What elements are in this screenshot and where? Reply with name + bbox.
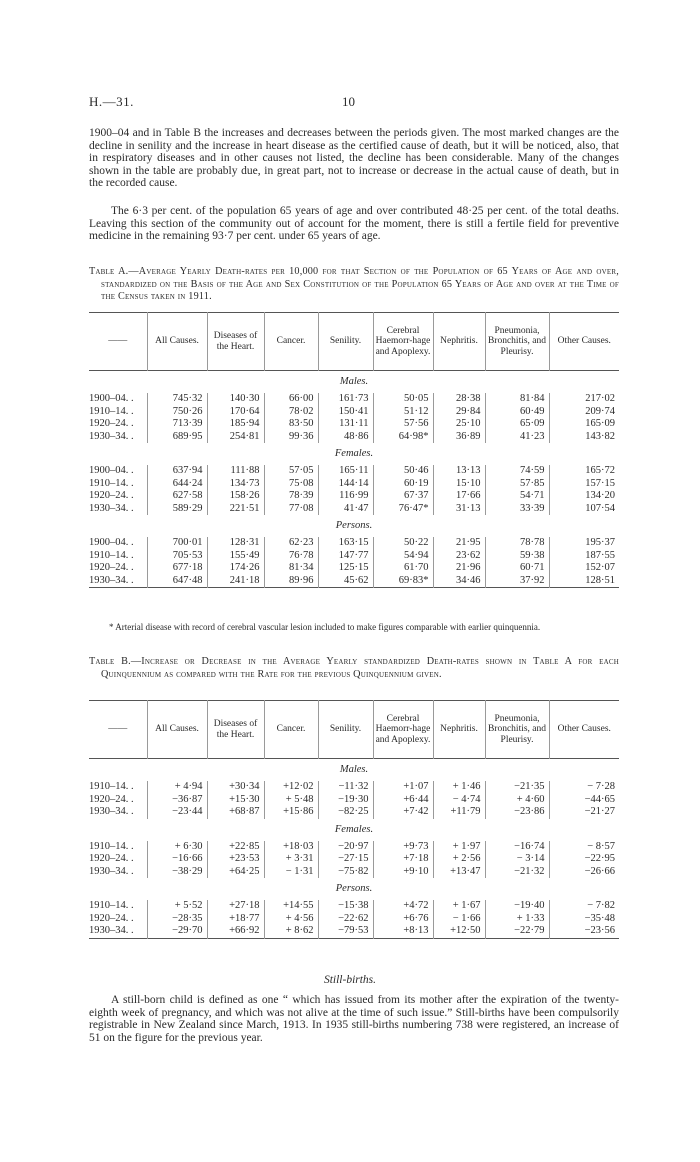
rate-cell: 60·49 [485, 406, 549, 419]
column-header: Pneumonia, Bronchitis, and Pleurisy. [485, 701, 549, 759]
rate-cell: + 8·62 [264, 925, 318, 938]
rate-cell: 51·12 [373, 406, 433, 419]
rate-cell: 25·10 [433, 418, 485, 431]
rate-cell: − 7·82 [549, 900, 619, 913]
rate-cell: +12·02 [264, 781, 318, 794]
rate-cell: 221·51 [207, 503, 264, 516]
column-header: Cerebral Haemorr-hage and Apoplexy. [373, 313, 433, 371]
rate-cell: 713·39 [147, 418, 207, 431]
rate-cell: 161·73 [318, 393, 373, 406]
rate-cell: +30·34 [207, 781, 264, 794]
still-births-heading: Still-births. [323, 974, 377, 986]
period-label: 1920–24. . [89, 562, 134, 573]
rate-cell: −79·53 [318, 925, 373, 938]
rate-cell: −21·27 [549, 806, 619, 819]
rate-cell: 62·23 [264, 537, 318, 550]
column-header: Cancer. [264, 701, 318, 759]
table-row [89, 853, 619, 866]
rate-cell: + 1·67 [433, 900, 485, 913]
rate-cell: +8·13 [373, 925, 433, 938]
rate-cell: −19·40 [485, 900, 549, 913]
table-row [89, 794, 619, 807]
rate-cell: −20·97 [318, 841, 373, 854]
rate-cell: +15·30 [207, 794, 264, 807]
rate-cell: 165·11 [318, 465, 373, 478]
column-header: Pneumonia, Bronchitis, and Pleurisy. [485, 313, 549, 371]
rate-cell: + 5·48 [264, 794, 318, 807]
column-header: —— [108, 724, 128, 735]
rate-cell: 50·46 [373, 465, 433, 478]
rate-cell: 647·48 [147, 575, 207, 588]
rate-cell: 209·74 [549, 406, 619, 419]
rate-cell: 217·02 [549, 393, 619, 406]
intro-paragraph-1: 1900–04 and in Table B the increases and decreases between the periods given. The most marked changes are the decline in senility and the increase in heart disease as the certified cause of death, but it will be noticed, also, that in respiratory diseases and in other causes not listed, the decline has been considerable. Many of the changes shown in the table are probably due, in great part, not to increase or decrease in the actual cause of death, but in the recorded cause. [89, 127, 619, 190]
rate-cell: 134·73 [207, 478, 264, 491]
rate-cell: 61·70 [373, 562, 433, 575]
rate-cell: 75·08 [264, 478, 318, 491]
rate-cell: − 1·66 [433, 913, 485, 926]
rate-cell: + 4·94 [147, 781, 207, 794]
rate-cell: −22·62 [318, 913, 373, 926]
period-label: 1910–14. . [89, 477, 134, 489]
rate-cell: 637·94 [147, 465, 207, 478]
table-row [89, 575, 619, 588]
rate-cell: −22·95 [549, 853, 619, 866]
section-row [89, 371, 619, 394]
rate-cell: 60·71 [485, 562, 549, 575]
section-row [89, 515, 619, 537]
column-header: Other Causes. [549, 313, 619, 371]
period-label: 1930–34. . [89, 925, 134, 936]
rate-cell: +9·73 [373, 841, 433, 854]
rate-cell: +12·50 [433, 925, 485, 938]
rate-cell: 45·62 [318, 575, 373, 588]
rate-cell: 134·20 [549, 490, 619, 503]
rate-cell: 165·09 [549, 418, 619, 431]
rate-cell: +6·44 [373, 794, 433, 807]
rate-cell: 144·14 [318, 478, 373, 491]
rate-cell: +15·86 [264, 806, 318, 819]
table-row [89, 393, 619, 406]
rate-cell: 750·26 [147, 406, 207, 419]
rate-cell: +11·79 [433, 806, 485, 819]
rate-cell: −21·32 [485, 866, 549, 879]
section-row [89, 878, 619, 900]
rate-cell: 174·26 [207, 562, 264, 575]
section-title: Males. [339, 376, 369, 387]
rate-cell: 37·92 [485, 575, 549, 588]
rate-cell: −29·70 [147, 925, 207, 938]
period-label: 1920–24. . [89, 912, 134, 924]
column-header: All Causes. [147, 701, 207, 759]
period-label: 1900–04. . [89, 537, 134, 548]
period-label: 1910–14. . [89, 405, 134, 417]
column-header: Senility. [318, 313, 373, 371]
section-title: Females. [334, 448, 374, 459]
table-row [89, 562, 619, 575]
rate-cell: 745·32 [147, 393, 207, 406]
rate-cell: 140·30 [207, 393, 264, 406]
rate-cell: 589·29 [147, 503, 207, 516]
rate-cell: 76·47* [373, 503, 433, 516]
rate-cell: 78·39 [264, 490, 318, 503]
rate-cell: 705·53 [147, 550, 207, 563]
rate-cell: 155·49 [207, 550, 264, 563]
period-label: 1930–34. . [89, 430, 134, 442]
rate-cell: 17·66 [433, 490, 485, 503]
rate-cell: −23·86 [485, 806, 549, 819]
rate-cell: 13·13 [433, 465, 485, 478]
rate-cell: +6·76 [373, 913, 433, 926]
period-label: 1900–04. . [89, 393, 134, 404]
rate-cell: 187·55 [549, 550, 619, 563]
rate-cell: −21·35 [485, 781, 549, 794]
section-title: Females. [334, 823, 374, 835]
table-row [89, 537, 619, 550]
rate-cell: − 1·31 [264, 866, 318, 879]
column-header: Cancer. [264, 313, 318, 371]
rate-cell: + 4·60 [485, 794, 549, 807]
rate-cell: 81·34 [264, 562, 318, 575]
rate-cell: + 1·97 [433, 841, 485, 854]
column-header: Senility. [318, 701, 373, 759]
rate-cell: −23·44 [147, 806, 207, 819]
rate-cell: 66·00 [264, 393, 318, 406]
table-a-caption [89, 266, 619, 304]
rate-cell: +9·10 [373, 866, 433, 879]
rate-cell: 99·36 [264, 431, 318, 444]
rate-cell: 157·15 [549, 478, 619, 491]
rate-cell: 116·99 [318, 490, 373, 503]
rate-cell: 41·47 [318, 503, 373, 516]
period-label: 1910–14. . [89, 900, 134, 911]
rate-cell: 57·05 [264, 465, 318, 478]
period-label: 1930–34. . [89, 502, 134, 514]
rate-cell: 147·77 [318, 550, 373, 563]
rate-cell: 36·89 [433, 431, 485, 444]
rate-cell: 50·05 [373, 393, 433, 406]
rate-cell: 57·56 [373, 418, 433, 431]
rate-cell: − 3·14 [485, 853, 549, 866]
column-header: All Causes. [147, 313, 207, 371]
rate-cell: 76·78 [264, 550, 318, 563]
rate-cell: +18·77 [207, 913, 264, 926]
section-row [89, 819, 619, 841]
rate-cell: 74·59 [485, 465, 549, 478]
period-label: 1930–34. . [89, 865, 134, 877]
rate-cell: 50·22 [373, 537, 433, 550]
rate-cell: −44·65 [549, 794, 619, 807]
rate-cell: + 3·31 [264, 853, 318, 866]
rate-cell: + 1·46 [433, 781, 485, 794]
rate-cell: 128·51 [549, 575, 619, 588]
rate-cell: +13·47 [433, 866, 485, 879]
section-row [89, 759, 619, 782]
rate-cell: + 2·56 [433, 853, 485, 866]
section-title: Persons. [335, 520, 373, 531]
rate-cell: +18·03 [264, 841, 318, 854]
section-row [89, 443, 619, 465]
section-title: Males. [339, 764, 369, 775]
table-row [89, 900, 619, 913]
rate-cell: 83·50 [264, 418, 318, 431]
rate-cell: −15·38 [318, 900, 373, 913]
rate-cell: 185·94 [207, 418, 264, 431]
rate-cell: −16·66 [147, 853, 207, 866]
rate-cell: + 1·33 [485, 913, 549, 926]
rate-cell: −82·25 [318, 806, 373, 819]
rate-cell: − 7·28 [549, 781, 619, 794]
rate-cell: +7·18 [373, 853, 433, 866]
table-row [89, 465, 619, 478]
rate-cell: 78·78 [485, 537, 549, 550]
table-row [89, 503, 619, 516]
rate-cell: 33·39 [485, 503, 549, 516]
column-header: —— [108, 336, 128, 347]
rate-cell: 77·08 [264, 503, 318, 516]
still-births-paragraph: A still-born child is defined as one “ which has issued from its mother after the expiration of the twenty-eighth week of pregnancy, and which was not alive at the time of such issue.” Still-births have been compulsorily registrable in New Zealand since March, 1913. In 1935 still-births numbering 738 were registered, an increase of 51 on the figure for the previous year. [89, 994, 619, 1044]
rate-cell: +22·85 [207, 841, 264, 854]
rate-cell: 254·81 [207, 431, 264, 444]
table-row [89, 406, 619, 419]
rate-cell: 163·15 [318, 537, 373, 550]
rate-cell: −11·32 [318, 781, 373, 794]
rate-cell: 34·46 [433, 575, 485, 588]
period-label: 1930–34. . [89, 574, 134, 586]
rate-cell: 131·11 [318, 418, 373, 431]
rate-cell: 627·58 [147, 490, 207, 503]
table-row [89, 841, 619, 854]
rate-cell: 195·37 [549, 537, 619, 550]
period-label: 1920–24. . [89, 853, 134, 864]
rate-cell: 21·95 [433, 537, 485, 550]
table-a-caption-text: Table A.—Average Yearly Death-rates per 10,000 for that Section of the Population of 65 Years of Age and over, standardized on the Basis of the Age and Sex Constitution of the Population 65 Years of Age and over at the Time of the Census taken in 1911. [89, 266, 619, 303]
rate-cell: 170·64 [207, 406, 264, 419]
rate-cell: 65·09 [485, 418, 549, 431]
intro-paragraph-2: The 6·3 per cent. of the population 65 years of age and over contributed 48·25 per cent. of the total deaths. Leaving this section of the community out of account for the moment, there is still a fertile field for preventive medicine in the remaining 93·7 per cent. under 65 years of age. [89, 205, 619, 243]
rate-cell: 57·85 [485, 478, 549, 491]
period-label: 1910–14. . [89, 781, 134, 792]
table-a [89, 312, 619, 592]
rate-cell: 143·82 [549, 431, 619, 444]
rate-cell: +1·07 [373, 781, 433, 794]
rate-cell: + 6·30 [147, 841, 207, 854]
rate-cell: 677·18 [147, 562, 207, 575]
rate-cell: −38·29 [147, 866, 207, 879]
rate-cell: 165·72 [549, 465, 619, 478]
rate-cell: 64·98* [373, 431, 433, 444]
table-b [89, 700, 619, 943]
table-row [89, 478, 619, 491]
period-label: 1910–14. . [89, 840, 134, 852]
table-row [89, 781, 619, 794]
rate-cell: − 4·74 [433, 794, 485, 807]
rate-cell: +64·25 [207, 866, 264, 879]
rate-cell: 54·71 [485, 490, 549, 503]
table-row [89, 925, 619, 938]
table-row [89, 490, 619, 503]
column-header: Nephritis. [433, 701, 485, 759]
rate-cell: 48·86 [318, 431, 373, 444]
rate-cell: +23·53 [207, 853, 264, 866]
rate-cell: +14·55 [264, 900, 318, 913]
column-header: Diseases of the Heart. [207, 701, 264, 759]
rate-cell: +7·42 [373, 806, 433, 819]
column-header: Nephritis. [433, 313, 485, 371]
rate-cell: −75·82 [318, 866, 373, 879]
column-header: Diseases of the Heart. [207, 313, 264, 371]
table-b-caption [89, 656, 619, 681]
rate-cell: 67·37 [373, 490, 433, 503]
period-label: 1920–24. . [89, 793, 134, 805]
rate-cell: −19·30 [318, 794, 373, 807]
rate-cell: 128·31 [207, 537, 264, 550]
rate-cell: −27·15 [318, 853, 373, 866]
rate-cell: −16·74 [485, 841, 549, 854]
rate-cell: −36·87 [147, 794, 207, 807]
rate-cell: −35·48 [549, 913, 619, 926]
section-title: Persons. [335, 883, 373, 894]
rate-cell: 125·15 [318, 562, 373, 575]
table-row [89, 418, 619, 431]
period-label: 1920–24. . [89, 418, 134, 429]
rate-cell: 89·96 [264, 575, 318, 588]
rate-cell: 150·41 [318, 406, 373, 419]
rate-cell: − 8·57 [549, 841, 619, 854]
period-label: 1930–34. . [89, 806, 134, 817]
column-header: Other Causes. [549, 701, 619, 759]
rate-cell: 158·26 [207, 490, 264, 503]
table-a-footnote: * Arterial disease with record of cerebral vascular lesion included to make figures comparable with earlier quinquennia. [109, 622, 541, 632]
rate-cell: 241·18 [207, 575, 264, 588]
rate-cell: 107·54 [549, 503, 619, 516]
table-row [89, 431, 619, 444]
period-label: 1910–14. . [89, 549, 134, 561]
rate-cell: +4·72 [373, 900, 433, 913]
rate-cell: −23·56 [549, 925, 619, 938]
period-label: 1920–24. . [89, 490, 134, 501]
rate-cell: 31·13 [433, 503, 485, 516]
column-header: Cerebral Haemorr-hage and Apoplexy. [373, 701, 433, 759]
rate-cell: 28·38 [433, 393, 485, 406]
rate-cell: 15·10 [433, 478, 485, 491]
rate-cell: 689·95 [147, 431, 207, 444]
rate-cell: 41·23 [485, 431, 549, 444]
rate-cell: + 5·52 [147, 900, 207, 913]
rate-cell: 29·84 [433, 406, 485, 419]
table-row [89, 913, 619, 926]
rate-cell: 23·62 [433, 550, 485, 563]
rate-cell: 59·38 [485, 550, 549, 563]
report-code: H.—31. [89, 94, 134, 109]
table-row [89, 550, 619, 563]
rate-cell: 152·07 [549, 562, 619, 575]
rate-cell: −22·79 [485, 925, 549, 938]
rate-cell: 644·24 [147, 478, 207, 491]
table-b-caption-text: Table B.—Increase or Decrease in the Average Yearly standardized Death-rates shown in Table A for each Quinquennium as compared with the Rate for the previous Quinquennium given. [89, 656, 619, 680]
table-row [89, 866, 619, 879]
rate-cell: 21·96 [433, 562, 485, 575]
rate-cell: 78·02 [264, 406, 318, 419]
period-label: 1900–04. . [89, 465, 134, 476]
rate-cell: 700·01 [147, 537, 207, 550]
rate-cell: −28·35 [147, 913, 207, 926]
rate-cell: 81·84 [485, 393, 549, 406]
rate-cell: +66·92 [207, 925, 264, 938]
table-row [89, 806, 619, 819]
rate-cell: −26·66 [549, 866, 619, 879]
page-number: 10 [342, 94, 355, 109]
rate-cell: 60·19 [373, 478, 433, 491]
rate-cell: 54·94 [373, 550, 433, 563]
rate-cell: 111·88 [207, 465, 264, 478]
rate-cell: +27·18 [207, 900, 264, 913]
rate-cell: 69·83* [373, 575, 433, 588]
rate-cell: +68·87 [207, 806, 264, 819]
rate-cell: + 4·56 [264, 913, 318, 926]
